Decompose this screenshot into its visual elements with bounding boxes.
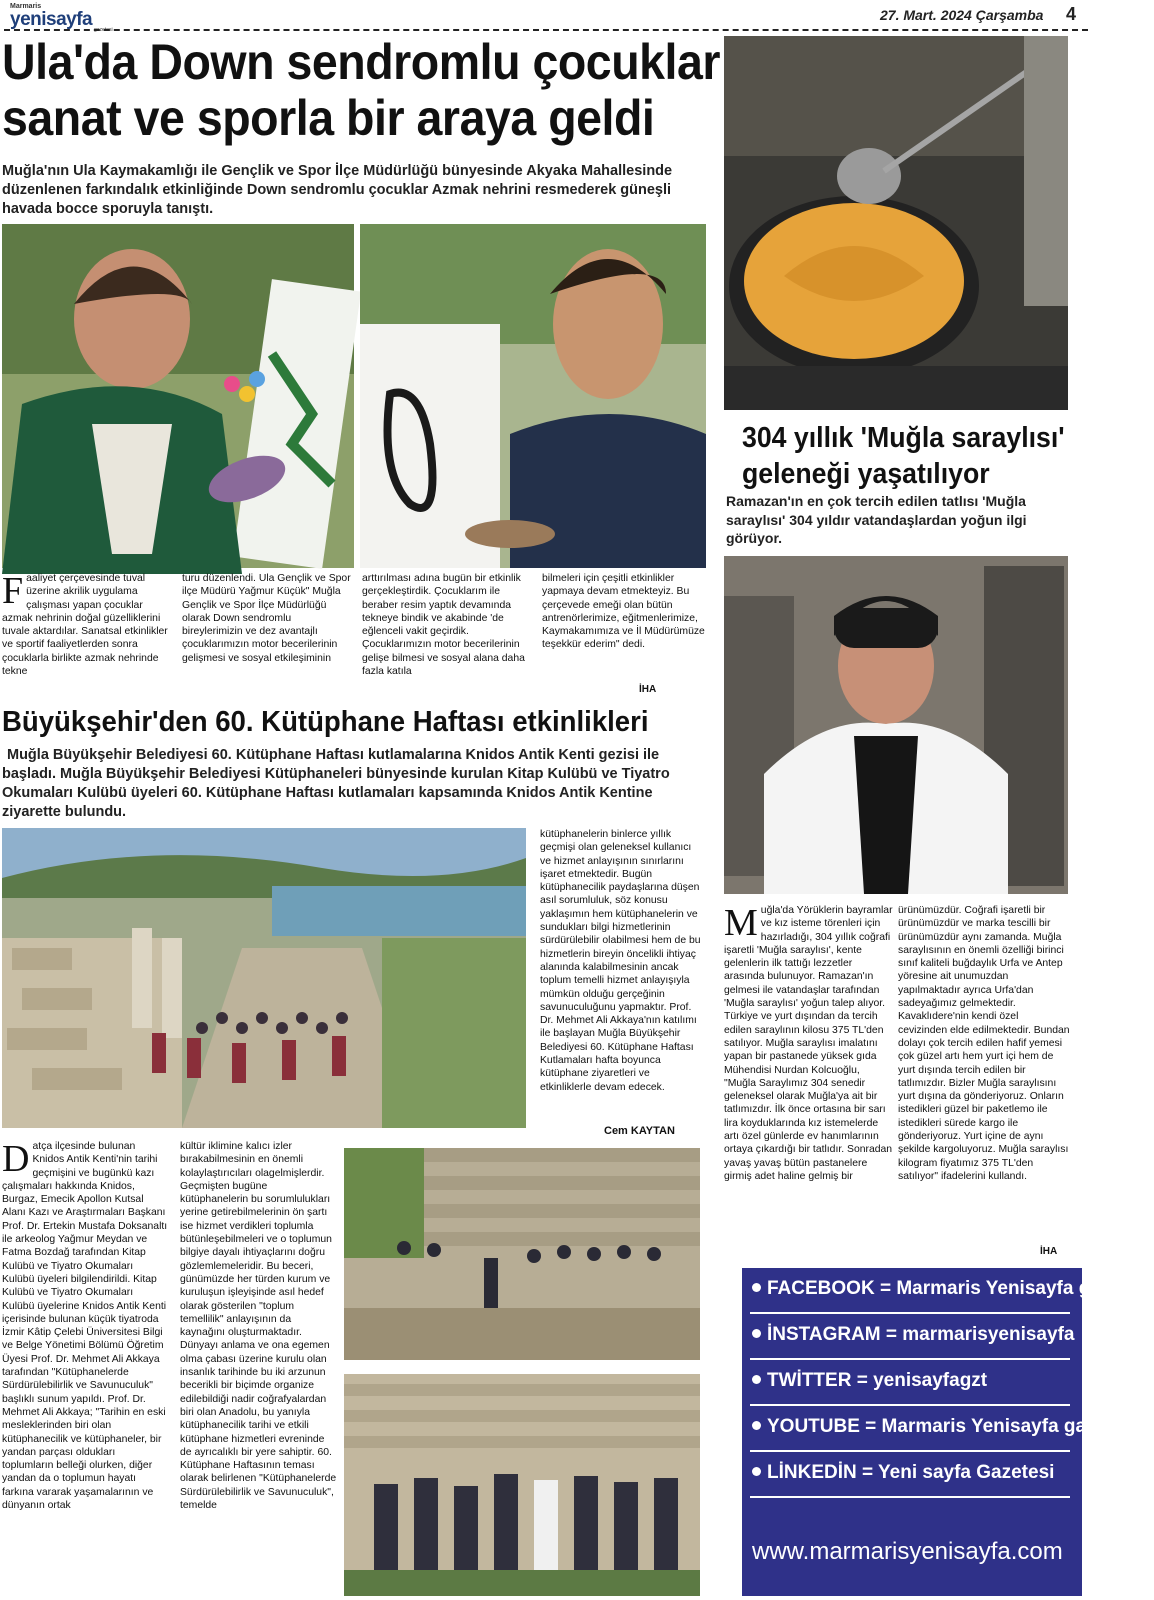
- website-link[interactable]: www.marmarisyenisayfa.com: [752, 1538, 1063, 1565]
- article1-photo-child-painting: [360, 224, 706, 568]
- social-facebook-label: FACEBOOK = Marmaris Yenisayfa gazetesi: [767, 1278, 1154, 1299]
- article1-column-1: [2, 572, 174, 694]
- article2-photo-theater-presentation: [344, 1148, 700, 1360]
- article3-headline: [742, 420, 1065, 492]
- article1-headline: [2, 34, 720, 146]
- social-instagram[interactable]: [750, 1324, 1075, 1360]
- article2-lead: Muğla Büyükşehir Belediyesi 60. Kütüphane Haftası kutlamalarına Knidos Antik Kenti gezisi ile başladı. Muğla Büyükşehir Belediyesi Kütüphaneleri bünyesinde kurulan Kitap Kulübü ve Tiyatro Okumaları Kulübü üyeleri 60. Kütüphane Haftası kutlamaları kapsamında Knidos Antik Kentine ziyarette bulundu.: [2, 747, 670, 820]
- article3-photo-engineer-portrait: [724, 556, 1068, 894]
- header-divider: [4, 29, 1088, 31]
- logo-sub-text: gazetesi: [94, 27, 113, 33]
- article1-column-3: arttırılması adına bugün bir etkinlik gerçekleştirdik. Çocuklarım ile beraber resim yaptık devamında tekneye bindik ve akabinde 'de eğlenceli vakit geçirdik. Çocuklarımızın motor becerilerinin gelişe bilmesi ve sosyal alana daha fazla katıla: [362, 573, 525, 678]
- social-youtube-label: YOUTUBE = Marmaris Yenisayfa gazetesi: [767, 1416, 1139, 1437]
- bullet-icon: [752, 1467, 761, 1476]
- article3-headline-line1: 304 yıllık 'Muğla saraylısı': [742, 422, 1065, 454]
- article2-photo-knidos-group: [2, 828, 526, 1128]
- bullet-icon: [752, 1375, 761, 1384]
- article2-right-column: kütüphanelerin binlerce yıllık geçmişi olan geleneksel kullanıcı ve hizmet anlayışının sınırlarını işaret etmektedir. Bugün kütüphanecilik paydaşlarına düşen asıl sorumluluk, söz konusu yaklaşımın hem kütüphanelerin ve sundukları bilgi hizmetlerinin sürdürülebilir olabilmesi hem de bu hizmetlerin bireyin öncelikli ihtiyaç alanında kalabilmesinin ancak toplum temelli hizmet anlayışıyla mümkün olduğu gerçeğinin savunuculuğunu yapmaktır. Prof. Dr. Mehmet Ali Akkaya'nın katılımı ile başlayan Muğla Büyükşehir Belediyesi 60. Kütüphane Haftası Kutlamaları hafta boyunca kütüphane ziyaretleri ve etkinliklerle devam edecek.: [540, 829, 701, 1093]
- bullet-icon: [752, 1329, 761, 1338]
- article2-byline: Cem KAYTAN: [604, 1125, 675, 1137]
- article3-col1-text: uğla'da Yörüklerin bayramlar ve kız isteme törenleri için hazırladığı, 304 yıllık coğrafi işaretli 'Muğla saraylısı', kente gelenlerin ilk tattığı lezzetler arasında bulunuyor. Ramazan'ın gelmesi ile vatandaşlar tarafından 'Muğla saraylısı' yoğun talep alıyor. Türkiye ve yurt dışından da tercih edilen saraylının kilosu 375 TL'den satılıyor. Muğla saraylısı imalatını yapan bir pastanede yüksek gıda Mühendisi Nurdan Kolcuoğlu, "Muğla Saraylımız 304 senedir geleneksel olarak Muğla'ya ait bir tatlımızdır. İlk önce ortasına bir sarı lira koyduklarında kız istemelerde artı özel günlerde ev hanımlarının ortaya çıkardığı bir tatlıdır. Sonradan yavaş yavaş bütün pastanelere girmiş adet haline gelmiş bir: [724, 905, 893, 1182]
- social-twitter-label: TWİTTER = yenisayfagzt: [767, 1370, 988, 1391]
- article3-lead: Ramazan'ın en çok tercih edilen tatlısı 'Muğla saraylısı' 304 yıldır vatandaşlardan yoğun ilgi görüyor.: [726, 493, 1027, 546]
- issue-date: 27. Mart. 2024 Çarşamba: [880, 7, 1044, 23]
- article3-source: İHA: [1040, 1246, 1058, 1257]
- article3-column-2: ürünümüzdür. Coğrafi işaretli bir ürünümüzdür ve marka tescilli bir ürünümüzdür aynı zamanda. Muğla saraylısının en önemli özelliği birinci sınıf kaliteli buğdaylık Urfa ve Antep yöresine ait unumuzdan yapılmaktadır ayrıca Urfa'dan sadeyağımız gelmektedir. Kavaklıdere'nin kendi özel cevizinden elde edilmektedir. Bundan dolayı çok tercih edilen hafif yemesi çok güzel artı hem yurt içi hem de yurt dışında tercih edilen bir tatlımızdır. Bizler Muğla saraylısını yurt dışına da gönderiyoruz. Onların istedikleri güzel bir paketlemo ile istedikleri sürede kargo ile gönderiyoruz. Yurt içine de aynı şekilde kargoluyoruz. Muğla saraylısı kilogram fiyatımız 375 TL'den satılıyor" ifadelerini kullandı.: [898, 905, 1070, 1182]
- bullet-icon: [752, 1283, 761, 1292]
- article1-headline-line1: Ula'da Down sendromlu çocuklar: [2, 34, 721, 90]
- article1-lead: Muğla'nın Ula Kaymakamlığı ile Gençlik ve Spor İlçe Müdürlüğü bünyesinde Akyaka Mahallesinde düzenlenen farkındalık etkinliğinde Down sendromlu çocuklar Azmak nehrini resmederek güneşli havada bocce sporuyla tanıştı.: [2, 163, 673, 217]
- page-number: 4: [1066, 4, 1077, 24]
- article3-headline-line2: geleneği yaşatılıyor: [742, 458, 990, 490]
- logo-top-text: Marmaris: [10, 3, 42, 10]
- article2-headline: Büyükşehir'den 60. Kütüphane Haftası etkinlikleri: [2, 706, 649, 738]
- social-youtube[interactable]: [750, 1416, 1139, 1452]
- article1-column-2: turu düzenlendi. Ula Gençlik ve Spor ilçe Müdürü Yağmur Küçük" Muğla Gençlik ve Spor İlçe Müdürlüğü olarak Down sendromlu bireylerimizin ve dez avantajlı çocuklarımızın motor becerilerinin gelişmesi ve sosyal etkileşiminin: [182, 573, 351, 664]
- article1-dropcap: F: [2, 570, 24, 612]
- article2-photo-theater-group: [344, 1374, 700, 1596]
- logo-main-text: yenisayfa: [10, 9, 93, 30]
- article1-column-4: bilmeleri için çeşitli etkinlikler yapmaya devam etmekteyiz. Bu çerçevede emeği olan bütün antrenörlerimize, eğitmenlerimize, Kaymakamımıza ve İl Müdürümüze teşekkür ederim" dedi.: [542, 573, 705, 651]
- article3-column-1: [724, 904, 894, 1264]
- social-linkedin[interactable]: [750, 1462, 1070, 1498]
- article2-column-1: [2, 1140, 168, 1596]
- social-facebook[interactable]: [750, 1278, 1154, 1314]
- article3-dropcap: M: [724, 902, 758, 944]
- article1-photo-child-smiling: [2, 224, 354, 568]
- social-instagram-label: İNSTAGRAM = marmarisyenisayfa: [767, 1324, 1075, 1345]
- article1-headline-line2: sanat ve sporla bir araya geldi: [2, 90, 655, 146]
- article1-source: İHA: [639, 684, 657, 695]
- article2-col1-text: atça ilçesinde bulunan Knidos Antik Kenti'nin tarihi geçmişini ve bugünkü kazı çalışmaları hakkında Knidos, Burgaz, Emecik Apollon Kutsal Alanı Kazı ve Araştırmaları Başkanı Prof. Dr. Ertekin Mustafa Doksanaltı ile arkeolog Yağmur Meydan ve Fatma Bozdağ tarafından Kitap Kulübü ve Tiyatro Okumaları Kulübü üyeleri bilgilendirildi. Kitap Kulübü ve Tiyatro Okumaları Kulübü üyelerine Knidos Antik Kenti içerisinde bulunan küçük tiyatroda İzmir Kâtip Çelebi Üniversitesi Bilgi ve Belge Yönetimi Bölümü Öğretim Üyesi Prof. Dr. Mehmet Ali Akkaya tarafından "Kütüphanelerde Sürdürülebilirlik ve Savunuculuk" başlıklı sunum yapıldı. Prof. Dr. Mehmet Ali Akkaya; "Tarihin en eski mesleklerinden biri olan kütüphanecilik ve kütüphaneler, bir yandan parçası oldukları toplumların belleği olurken, diğer yandan da o toplumun hayatı farkına vararak yaşamalarının ve dünyanın ortak: [2, 1141, 168, 1512]
- bullet-icon: [752, 1421, 761, 1430]
- article3-photo-saraylı-pan: [724, 36, 1068, 410]
- social-media-box: [742, 1268, 1154, 1596]
- social-linkedin-label: LİNKEDİN = Yeni sayfa Gazetesi: [767, 1462, 1055, 1483]
- article2-dropcap: D: [2, 1138, 30, 1180]
- social-twitter[interactable]: [750, 1370, 1070, 1406]
- article1-col1-text: aaliyet çerçevesinde tuval üzerine akrilik uygulama çalışması yapan çocuklar azmak nehrinin doğal güzelliklerini tuvale aktardılar. Sanatsal etkinlikler ve sportif faaliyetlerden sonra çocuklarla birlikte azmak nehrinde tekne: [2, 573, 168, 678]
- article2-column-2: kültür iklimine kalıcı izler bırakabilmesinin en önemli kolaylaştırıcıları olagelmişlerdir. Geçmişten bugüne kütüphanelerin bu sorumlulukları yerine getirebilmelerinin ön şartı ise hizmet verdikleri toplumla bütünleşebilmeleri ve o toplumun bilgiye dayalı ihtiyaçlarını doğru gözlemlemeleridir. Bu beceri, günümüzde her türden kurum ve kuruluşun işleyişinde asıl hedef olarak gösterilen "toplum temellilik" anlayışının da kaynağını oluşturmaktadır. Dünyayı anlama ve ona egemen olma çabası üzerine kurulu olan insanlık tarihinde bu iki arzunun becerikli bir biçimde organize edilebildiği nadir coğrafyalardan biri olan Anadolu, bu yanıyla kütüphanecilik tarihi ve etkili kütüphane hizmetleri evreninde de ayrıcalıklı bir yere sahiptir. 60. Kütüphane Haftasının teması olarak belirlenen "Kütüphanelerde Sürdürülebilirlik ve Savunuculuk", temelde: [180, 1141, 337, 1512]
